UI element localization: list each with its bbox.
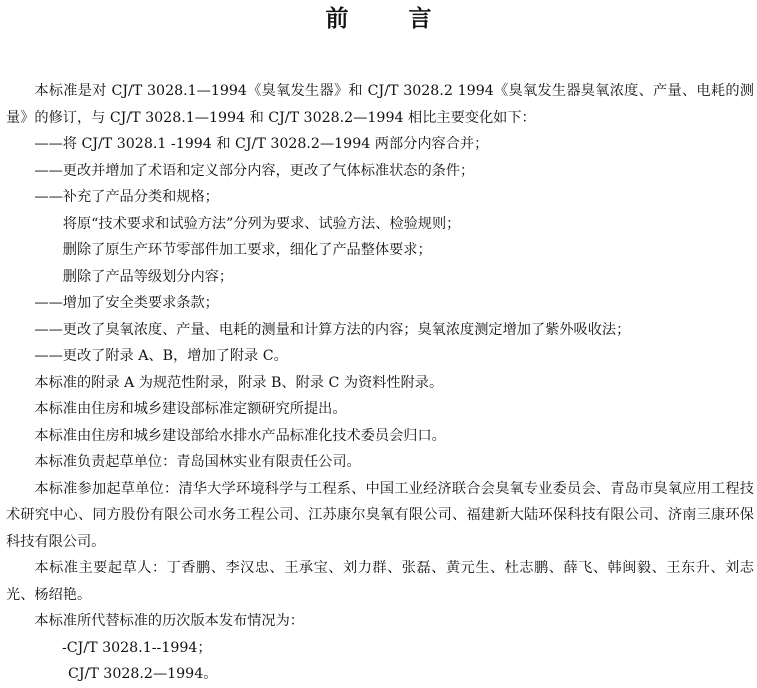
change-item-5: 删除了原生产环节零部件加工要求，细化了产品整体要求； — [62, 242, 432, 258]
change-item-8: ——更改了臭氧浓度、产量、电耗的测量和计算方法的内容；臭氧浓度测定增加了紫外吸收法； — [34, 321, 631, 338]
change-item-4: 将原“技术要求和试验方法”分列为要求、试验方法、检验规则； — [62, 215, 461, 232]
history-item-2: CJ/T 3028.2—1994。 — [68, 666, 218, 682]
change-item-3: ——补充了产品分类和规格； — [34, 189, 219, 205]
change-item-1: ——将 CJ/T 3028.1 -1994 和 CJ/T 3028.2—1994 两部分内容合并； — [34, 136, 489, 152]
change-item-7: ——增加了安全类要求条款； — [34, 295, 219, 311]
change-item-2: ——更改并增加了术语和定义部分内容，更改了气体标准状态的条件； — [34, 162, 475, 179]
appendix-paragraph: 本标准的附录 A 为规范性附录，附录 B、附录 C 为资料性附录。 — [34, 374, 444, 391]
change-item-6: 删除了产品等级划分内容； — [62, 268, 234, 285]
history-item-1: -CJ/T 3028.1--1994； — [62, 639, 212, 656]
intro-paragraph: 本标准是对 CJ/T 3028.1—1994《臭氧发生器》和 CJ/T 3028.2 1994《臭氧发生器臭氧浓度、产量、电耗的测量》的修订，与 CJ/T 3028.1—1994 和 CJ/T 3028.2—1994 相比主要变化如下： — [6, 83, 754, 126]
change-item-9: ——更改了附录 A、B，增加了附录 C。 — [34, 348, 288, 364]
centralized-paragraph: 本标准由住房和城乡建设部给水排水产品标准化技术委员会归口。 — [34, 427, 446, 444]
document-body — [6, 78, 754, 688]
page-title: 前 言 — [325, 6, 458, 32]
main-drafters-paragraph: 本标准主要起草人：丁香鹏、李汉忠、王承宝、刘力群、张磊、黄元生、杜志鹏、薛飞、韩闽毅、王东升、刘志光、杨绍艳。 — [6, 560, 754, 603]
participating-drafters-paragraph: 本标准参加起草单位：清华大学环境科学与工程系、中国工业经济联合会臭氧专业委员会、青岛市臭氧应用工程技术研究中心、同方股份有限公司水务工程公司、江苏康尔臭氧有限公司、福建新大陆环保科技有限公司、济南三康环保科技有限公司。 — [6, 480, 754, 550]
responsible-drafter-paragraph: 本标准负责起草单位：青岛国林实业有限责任公司。 — [34, 454, 361, 470]
proposer-paragraph: 本标准由住房和城乡建设部标准定额研究所提出。 — [34, 401, 347, 417]
history-intro-paragraph: 本标准所代替标准的历次版本发布情况为： — [34, 613, 304, 629]
